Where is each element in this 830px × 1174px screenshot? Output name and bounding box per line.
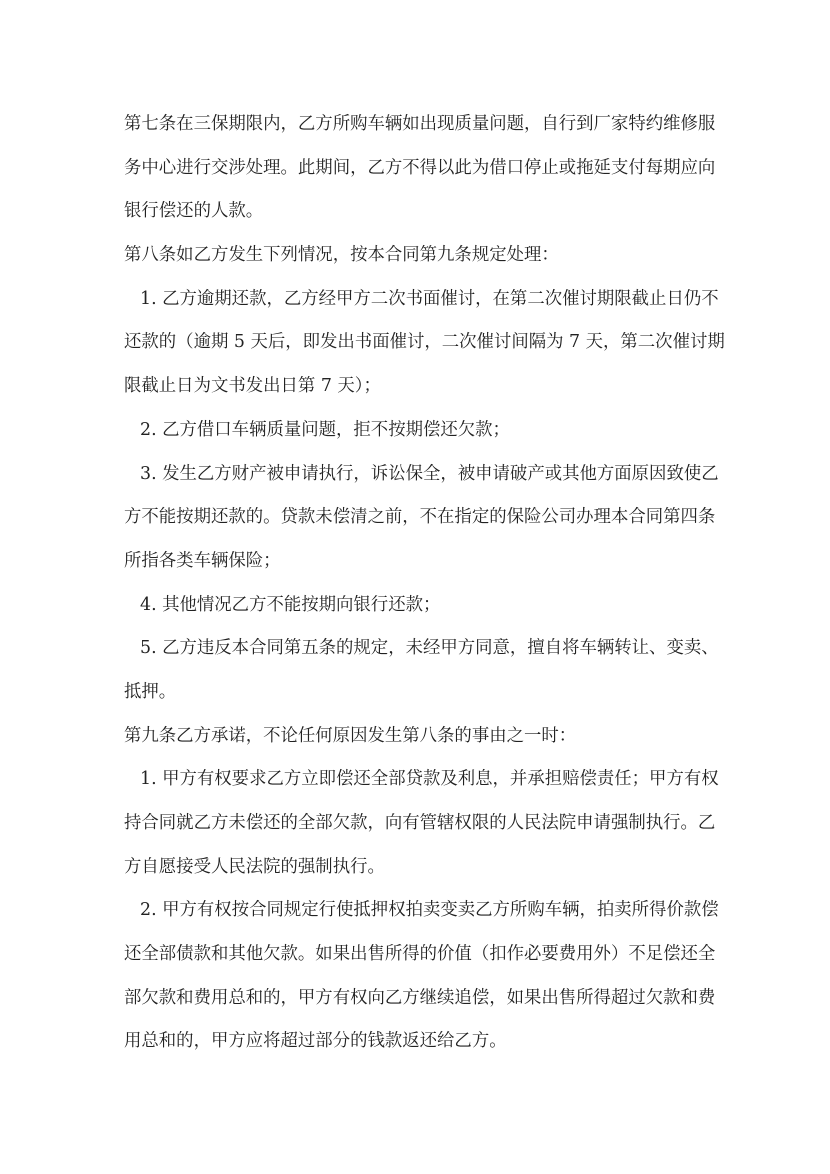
text-line: 第八条如乙方发生下列情况，按本合同第九条规定处理： <box>124 245 559 266</box>
text-line: 用总和的，甲方应将超过部分的钱款返还给乙方。 <box>124 1031 507 1052</box>
text-line: 方自愿接受人民法院的强制执行。 <box>124 856 385 877</box>
text-line: 第九条乙方承诺，不论任何原因发生第八条的事由之一时： <box>124 725 577 746</box>
text-line: 还款的（逾期 5 天后，即发出书面催讨，二次催讨间隔为 7 天，第二次催讨期 <box>124 332 725 353</box>
document-body <box>124 103 724 1064</box>
text-line: 1. 甲方有权要求乙方立即偿还全部贷款及利息，并承担赔偿责任；甲方有权 <box>140 769 719 790</box>
text-line: 方不能按期还款的。贷款未偿清之前，不在指定的保险公司办理本合同第四条 <box>124 507 716 528</box>
text-line: 抵押。 <box>124 681 177 702</box>
text-line: 2. 甲方有权按合同规定行使抵押权拍卖变卖乙方所购车辆，拍卖所得价款偿 <box>140 900 719 921</box>
text-line: 第七条在三保期限内，乙方所购车辆如出现质量问题，自行到厂家特约维修服 <box>124 114 716 134</box>
text-line: 还全部债款和其他欠款。如果出售所得的价值（扣作必要费用外）不足偿还全 <box>124 944 716 965</box>
text-line: 所指各类车辆保险； <box>124 550 281 571</box>
text-line: 5. 乙方违反本合同第五条的规定，未经甲方同意，擅自将车辆转让、变卖、 <box>140 638 719 659</box>
text-line: 银行偿还的人款。 <box>124 201 264 222</box>
text-line: 2. 乙方借口车辆质量问题，拒不按期偿还欠款； <box>140 419 510 440</box>
text-line: 务中心进行交涉处理。此期间，乙方不得以此为借口停止或拖延支付每期应向 <box>124 157 716 178</box>
text-line: 限截止日为文书发出日第 7 天）； <box>124 376 381 397</box>
text-line: 持合同就乙方未偿还的全部欠款，向有管辖权限的人民法院申请强制执行。乙 <box>124 813 716 833</box>
text-line: 3. 发生乙方财产被申请执行，诉讼保全，被申请破产或其他方面原因致使乙 <box>140 463 719 484</box>
text-line: 1. 乙方逾期还款，乙方经甲方二次书面催讨，在第二次催讨期限截止日仍不 <box>140 288 719 309</box>
text-line: 4. 其他情况乙方不能按期向银行还款； <box>140 594 441 615</box>
text-line: 部欠款和费用总和的，甲方有权向乙方继续追偿，如果出售所得超过欠款和费 <box>124 987 716 1008</box>
